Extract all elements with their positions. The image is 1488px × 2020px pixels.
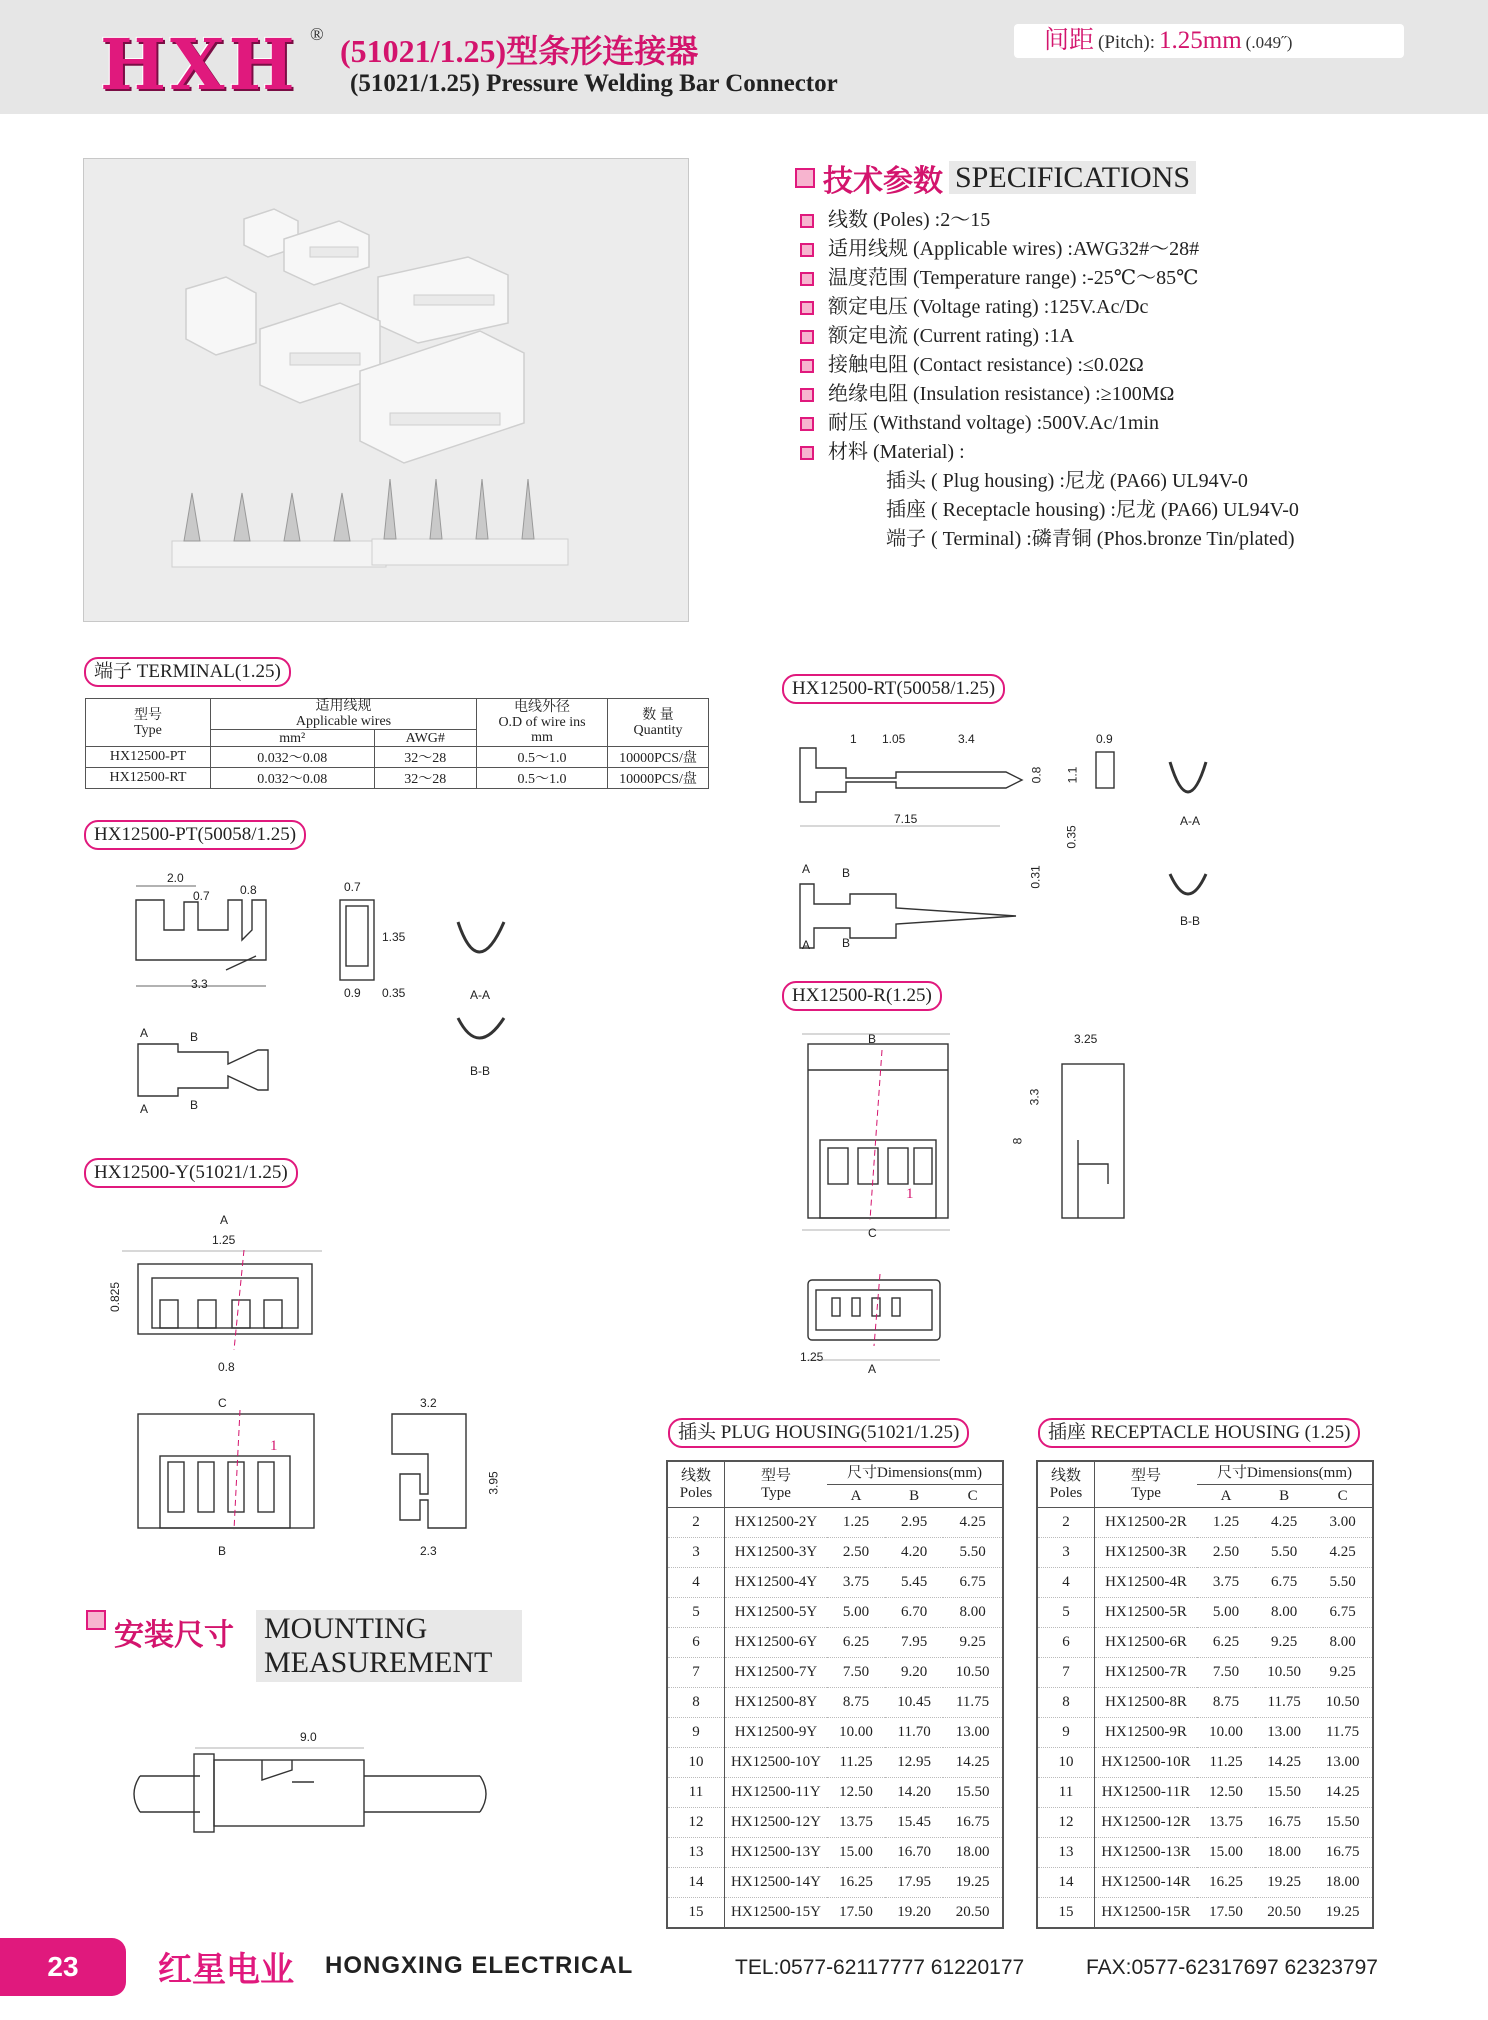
table-row	[667, 1748, 1003, 1778]
dim-label: 0.9	[1096, 732, 1113, 746]
table-cell: 15	[667, 1898, 725, 1929]
table-cell: 11.25	[1197, 1748, 1255, 1778]
dim-label: 3.95	[486, 1471, 501, 1495]
table-cell: 10	[667, 1748, 725, 1778]
table-cell: HX12500-5Y	[725, 1598, 828, 1628]
table-cell: 15.50	[943, 1778, 1003, 1808]
dim-label: C	[218, 1396, 227, 1410]
table-cell: 7	[1037, 1658, 1095, 1688]
spec-row: 适用线规 (Applicable wires) :AWG32#～28#	[800, 232, 1199, 261]
section-label: A-A	[1180, 814, 1201, 828]
table-row	[1037, 1658, 1373, 1688]
table-cell: 16.75	[1255, 1808, 1313, 1838]
dim-label: 0.35	[1064, 825, 1079, 849]
table-cell: HX12500-2R	[1095, 1508, 1198, 1538]
col-c: C	[943, 1485, 1003, 1508]
table-cell: 11	[1037, 1778, 1095, 1808]
receptacle-housing-rows	[1037, 1508, 1373, 1929]
table-row	[667, 1658, 1003, 1688]
table-cell: 15.45	[885, 1808, 943, 1838]
table-cell: 3.75	[1197, 1568, 1255, 1598]
table-cell: 2	[667, 1508, 725, 1538]
dim-label: 1.05	[882, 732, 906, 746]
table-cell: 13.00	[1255, 1718, 1313, 1748]
table-cell: HX12500-9R	[1095, 1718, 1198, 1748]
table-cell: 16.25	[827, 1868, 885, 1898]
dim-label: 0.35	[382, 986, 406, 1000]
section-marker: B	[842, 936, 851, 950]
table-cell: 19.25	[943, 1868, 1003, 1898]
dim-label: 2.3	[420, 1544, 437, 1558]
table-cell: 14.20	[885, 1778, 943, 1808]
table-row	[1037, 1838, 1373, 1868]
col-mm2: mm²	[211, 730, 375, 747]
dim-label: 0.8	[240, 883, 257, 897]
table-cell: 9.25	[1255, 1628, 1313, 1658]
section-label: B-B	[470, 1064, 491, 1078]
table-cell: HX12500-4Y	[725, 1568, 828, 1598]
table-cell: HX12500-15Y	[725, 1898, 828, 1929]
pitch-inch: (.049˝)	[1245, 33, 1293, 52]
table-cell: 11.25	[827, 1748, 885, 1778]
pt-label: HX12500-PT(50058/1.25)	[84, 820, 306, 850]
spec-row: 额定电流 (Current rating) :1A	[800, 319, 1074, 348]
col-type: 型号 Type	[725, 1461, 828, 1508]
table-cell: 18.00	[1255, 1838, 1313, 1868]
table-cell: 9.25	[1313, 1658, 1373, 1688]
specs-heading-en: SPECIFICATIONS	[949, 161, 1196, 194]
table-row	[1037, 1778, 1373, 1808]
table-cell: HX12500-7R	[1095, 1658, 1198, 1688]
table-cell: 2.50	[1197, 1538, 1255, 1568]
table-cell: 4.25	[1313, 1538, 1373, 1568]
table-cell: 16.75	[943, 1808, 1003, 1838]
table-cell: 9.20	[885, 1658, 943, 1688]
table-cell: 17.50	[827, 1898, 885, 1929]
table-cell: 12	[1037, 1808, 1095, 1838]
table-cell: HX12500-6Y	[725, 1628, 828, 1658]
section-marker: B	[190, 1098, 199, 1112]
pin-one-mark: 1	[270, 1438, 278, 1454]
table-cell: HX12500-11Y	[725, 1778, 828, 1808]
col-type: 型号 Type	[1095, 1461, 1198, 1508]
plug-housing-table	[666, 1460, 1004, 1929]
table-cell: 11.75	[943, 1688, 1003, 1718]
table-cell: 9	[667, 1718, 725, 1748]
pin-one-mark: 1	[906, 1186, 914, 1202]
brand-logo: HXH	[100, 23, 299, 106]
table-cell: 8	[1037, 1688, 1095, 1718]
dim-label: 7.15	[894, 812, 918, 826]
table-cell: 14.25	[1255, 1748, 1313, 1778]
table-cell: 8	[667, 1688, 725, 1718]
col-b: B	[885, 1485, 943, 1508]
dim-label: 3.4	[958, 732, 975, 746]
table-cell: HX12500-5R	[1095, 1598, 1198, 1628]
terminal-label: 端子 TERMINAL(1.25)	[84, 657, 291, 687]
section-marker: B	[842, 866, 851, 880]
table-row	[1037, 1868, 1373, 1898]
table-cell: 5.50	[1313, 1568, 1373, 1598]
col-poles: 线数 Poles	[667, 1461, 725, 1508]
table-cell: 15.00	[827, 1838, 885, 1868]
table-row	[1037, 1598, 1373, 1628]
col-awg: AWG#	[374, 730, 476, 747]
dim-label: 9.0	[300, 1730, 317, 1744]
table-cell: 14.25	[1313, 1778, 1373, 1808]
table-cell: 20.50	[1255, 1898, 1313, 1929]
table-cell: 13	[1037, 1838, 1095, 1868]
table-row	[1037, 1898, 1373, 1929]
table-cell: 12	[667, 1808, 725, 1838]
pitch-value: 1.25mm	[1159, 27, 1242, 54]
fax: FAX:0577-62317697 62323797	[1086, 1956, 1378, 1979]
table-cell: 10.50	[1255, 1658, 1313, 1688]
col-b: B	[1255, 1485, 1313, 1508]
table-row	[667, 1538, 1003, 1568]
r-label: HX12500-R(1.25)	[782, 981, 942, 1011]
section-marker: A	[802, 862, 811, 876]
col-a: A	[827, 1485, 885, 1508]
table-row	[667, 1778, 1003, 1808]
table-cell: 2.50	[827, 1538, 885, 1568]
dim-label: 3.2	[420, 1396, 437, 1410]
material-row: 插头 ( Plug housing) :尼龙 (PA66) UL94V-0	[886, 470, 1248, 492]
table-cell: 10.00	[827, 1718, 885, 1748]
table-cell: 12.50	[827, 1778, 885, 1808]
table-row	[1037, 1538, 1373, 1568]
title-english: (51021/1.25) Pressure Welding Bar Connector	[350, 70, 838, 97]
dim-label: 0.7	[344, 880, 361, 894]
table-cell: 16.70	[885, 1838, 943, 1868]
table-cell: 6.75	[1255, 1568, 1313, 1598]
table-cell: 8.00	[1313, 1628, 1373, 1658]
table-cell: 5	[667, 1598, 725, 1628]
dim-label: 0.8	[218, 1360, 235, 1374]
dim-label: 1.25	[212, 1233, 236, 1247]
table-cell: 6	[1037, 1628, 1095, 1658]
mounting-heading-cn: 安装尺寸	[114, 1619, 234, 1652]
table-cell: 3	[667, 1538, 725, 1568]
table-cell: 4.20	[885, 1538, 943, 1568]
mounting-heading	[86, 1610, 234, 1654]
table-cell: HX12500-14R	[1095, 1868, 1198, 1898]
dim-label: 1.1	[1065, 766, 1080, 784]
table-cell: 5.45	[885, 1568, 943, 1598]
pitch-cn: 间距	[1044, 27, 1095, 54]
table-cell: 11.75	[1255, 1688, 1313, 1718]
table-cell: 5.00	[1197, 1598, 1255, 1628]
table-row	[667, 1688, 1003, 1718]
rt-label: HX12500-RT(50058/1.25)	[782, 674, 1005, 704]
table-cell: HX12500-3R	[1095, 1538, 1198, 1568]
spec-row: 绝缘电阻 (Insulation resistance) :≥100MΩ	[800, 377, 1174, 406]
table-cell: HX12500-12Y	[725, 1808, 828, 1838]
y-label: HX12500-Y(51021/1.25)	[84, 1158, 298, 1188]
col-type: 型号 Type	[86, 699, 211, 747]
table-cell: 5.50	[1255, 1538, 1313, 1568]
telephone: TEL:0577-62117777 61220177	[735, 1956, 1025, 1979]
table-cell: HX12500-11R	[1095, 1778, 1198, 1808]
table-row	[667, 1718, 1003, 1748]
table-cell: 10.50	[1313, 1688, 1373, 1718]
table-row	[667, 1598, 1003, 1628]
page-number: 23	[0, 1938, 126, 1996]
spec-row: 材料 (Material) :	[800, 435, 965, 464]
table-cell: 4.25	[1255, 1508, 1313, 1538]
table-row: HX12500-RT 0.032～0.08 32～28 0.5～1.0 10000PCS/盘	[86, 768, 709, 789]
table-cell: 14.25	[943, 1748, 1003, 1778]
table-cell: HX12500-4R	[1095, 1568, 1198, 1598]
dim-label: 0.8	[1029, 766, 1044, 784]
table-cell: 4.25	[943, 1508, 1003, 1538]
table-cell: 19.25	[1313, 1898, 1373, 1929]
dim-label: 1	[850, 732, 857, 746]
table-cell: 20.50	[943, 1898, 1003, 1929]
table-cell: 3	[1037, 1538, 1095, 1568]
table-cell: 1.25	[1197, 1508, 1255, 1538]
table-cell: 2	[1037, 1508, 1095, 1538]
col-qty: 数 量 Quantity	[608, 699, 709, 747]
table-cell: 13.00	[943, 1718, 1003, 1748]
table-cell: 4	[667, 1568, 725, 1598]
spec-row: 额定电压 (Voltage rating) :125V.Ac/Dc	[800, 290, 1148, 319]
table-cell: HX12500-10Y	[725, 1748, 828, 1778]
dim-label: 2.0	[167, 871, 184, 885]
table-cell: 5	[1037, 1598, 1095, 1628]
table-cell: 10	[1037, 1748, 1095, 1778]
specs-heading-cn: 技术参数	[823, 165, 943, 198]
table-cell: 11	[667, 1778, 725, 1808]
table-row	[667, 1628, 1003, 1658]
table-cell: 13.75	[827, 1808, 885, 1838]
table-cell: HX12500-13R	[1095, 1838, 1198, 1868]
section-label: A-A	[470, 988, 491, 1002]
table-cell: 13.75	[1197, 1808, 1255, 1838]
table-cell: 7.50	[827, 1658, 885, 1688]
dim-label: A	[220, 1213, 229, 1227]
table-cell: 6.75	[1313, 1598, 1373, 1628]
table-cell: 9	[1037, 1718, 1095, 1748]
dim-label: A	[868, 1362, 877, 1376]
table-cell: HX12500-10R	[1095, 1748, 1198, 1778]
col-dim: 尺寸Dimensions(mm)	[827, 1461, 1003, 1485]
plug-housing-label: 插头 PLUG HOUSING(51021/1.25)	[668, 1418, 969, 1448]
col-dim: 尺寸Dimensions(mm)	[1197, 1461, 1373, 1485]
spec-row: 温度范围 (Temperature range) :-25℃～85℃	[800, 261, 1198, 290]
table-cell: 16.25	[1197, 1868, 1255, 1898]
spec-row: 耐压 (Withstand voltage) :500V.Ac/1min	[800, 406, 1159, 435]
table-row	[1037, 1628, 1373, 1658]
table-cell: 10.45	[885, 1688, 943, 1718]
table-cell: 15.50	[1313, 1808, 1373, 1838]
registered-mark: ®	[310, 24, 324, 44]
table-cell: 1.25	[827, 1508, 885, 1538]
table-cell: 5.00	[827, 1598, 885, 1628]
table-cell: 6	[667, 1628, 725, 1658]
table-cell: HX12500-15R	[1095, 1898, 1198, 1929]
section-marker: A	[802, 938, 811, 952]
table-cell: 17.95	[885, 1868, 943, 1898]
section-label: B-B	[1180, 914, 1201, 928]
table-cell: 17.50	[1197, 1898, 1255, 1929]
material-row: 插座 ( Receptacle housing) :尼龙 (PA66) UL94V-0	[886, 499, 1299, 521]
table-cell: HX12500-14Y	[725, 1868, 828, 1898]
table-cell: 19.20	[885, 1898, 943, 1929]
table-cell: 12.50	[1197, 1778, 1255, 1808]
table-cell: HX12500-13Y	[725, 1838, 828, 1868]
table-cell: 7	[667, 1658, 725, 1688]
col-wires: 适用线规 Applicable wires	[211, 699, 477, 730]
dim-label: 3.3	[1027, 1088, 1042, 1106]
section-marker: B	[190, 1030, 199, 1044]
dim-label: B	[218, 1544, 227, 1558]
spec-row: 线数 (Poles) :2～15	[800, 203, 990, 232]
table-cell: 2.95	[885, 1508, 943, 1538]
table-cell: 6.25	[827, 1628, 885, 1658]
spec-row: 接触电阻 (Contact resistance) :≤0.02Ω	[800, 348, 1144, 377]
col-c: C	[1313, 1485, 1373, 1508]
table-row	[1037, 1748, 1373, 1778]
material-row: 端子 ( Terminal) :磷青铜 (Phos.bronze Tin/plated)	[886, 528, 1295, 550]
table-row	[667, 1568, 1003, 1598]
col-a: A	[1197, 1485, 1255, 1508]
table-cell: 9.25	[943, 1628, 1003, 1658]
dim-label: 1.25	[800, 1350, 824, 1364]
receptacle-housing-table	[1036, 1460, 1374, 1929]
table-cell: 6.25	[1197, 1628, 1255, 1658]
table-row	[667, 1868, 1003, 1898]
table-cell: 19.25	[1255, 1868, 1313, 1898]
dim-label: 3.25	[1074, 1032, 1098, 1046]
dim-label: B	[868, 1032, 877, 1046]
table-cell: 18.00	[943, 1838, 1003, 1868]
table-cell: HX12500-3Y	[725, 1538, 828, 1568]
table-cell: 8.75	[827, 1688, 885, 1718]
table-cell: 5.50	[943, 1538, 1003, 1568]
table-cell: 3.00	[1313, 1508, 1373, 1538]
table-cell: 16.75	[1313, 1838, 1373, 1868]
table-cell: 10.00	[1197, 1718, 1255, 1748]
table-cell: HX12500-12R	[1095, 1808, 1198, 1838]
table-row	[1037, 1718, 1373, 1748]
table-cell: 13	[667, 1838, 725, 1868]
table-cell: HX12500-6R	[1095, 1628, 1198, 1658]
dim-label: C	[868, 1226, 877, 1240]
table-row	[1037, 1508, 1373, 1538]
table-cell: HX12500-7Y	[725, 1658, 828, 1688]
table-cell: 7.50	[1197, 1658, 1255, 1688]
table-row: HX12500-PT 0.032～0.08 32～28 0.5～1.0 10000PCS/盘	[86, 747, 709, 768]
table-cell: 6.75	[943, 1568, 1003, 1598]
table-cell: 7.95	[885, 1628, 943, 1658]
table-cell: 14	[667, 1868, 725, 1898]
dim-label: 0.7	[193, 889, 210, 903]
table-cell: 13.00	[1313, 1748, 1373, 1778]
table-cell: 8.00	[943, 1598, 1003, 1628]
table-cell: 15.00	[1197, 1838, 1255, 1868]
plug-housing-rows	[667, 1508, 1003, 1929]
table-cell: HX12500-8Y	[725, 1688, 828, 1718]
table-cell: 8.00	[1255, 1598, 1313, 1628]
table-cell: HX12500-2Y	[725, 1508, 828, 1538]
table-cell: 14	[1037, 1868, 1095, 1898]
dim-label: 3.3	[191, 977, 208, 991]
col-od: 电线外径 O.D of wire ins mm	[477, 699, 608, 747]
table-cell: 8.75	[1197, 1688, 1255, 1718]
section-marker: A	[140, 1026, 149, 1040]
dim-label: 0.31	[1028, 865, 1043, 889]
table-row	[1037, 1808, 1373, 1838]
dim-label: 1.35	[382, 930, 406, 944]
dim-label: 0.825	[108, 1281, 123, 1313]
section-marker: A	[140, 1102, 149, 1116]
table-row	[1037, 1568, 1373, 1598]
table-cell: 11.70	[885, 1718, 943, 1748]
table-cell: HX12500-9Y	[725, 1718, 828, 1748]
table-cell: 18.00	[1313, 1868, 1373, 1898]
table-row	[667, 1838, 1003, 1868]
brand-name-cn: 红星电业	[158, 1950, 294, 1990]
table-cell: 4	[1037, 1568, 1095, 1598]
dim-label: 0.9	[344, 986, 361, 1000]
col-poles: 线数 Poles	[1037, 1461, 1095, 1508]
table-row	[667, 1808, 1003, 1838]
table-cell: 3.75	[827, 1568, 885, 1598]
table-cell: 15.50	[1255, 1778, 1313, 1808]
table-cell: 6.70	[885, 1598, 943, 1628]
table-cell: HX12500-8R	[1095, 1688, 1198, 1718]
mounting-heading-en: MOUNTING MEASUREMENT	[256, 1610, 522, 1682]
table-row	[667, 1898, 1003, 1929]
title-chinese: (51021/1.25)型条形连接器	[340, 33, 699, 69]
table-cell: 12.95	[885, 1748, 943, 1778]
table-row	[1037, 1688, 1373, 1718]
pitch-label: (Pitch):	[1098, 32, 1156, 53]
table-row	[667, 1508, 1003, 1538]
bullet-icon	[86, 1610, 106, 1630]
brand-name-en: HONGXING ELECTRICAL	[325, 1952, 634, 1979]
dim-label: 8	[1010, 1137, 1025, 1145]
table-cell: 15	[1037, 1898, 1095, 1929]
receptacle-housing-label: 插座 RECEPTACLE HOUSING (1.25)	[1038, 1418, 1360, 1448]
table-cell: 10.50	[943, 1658, 1003, 1688]
table-cell: 11.75	[1313, 1718, 1373, 1748]
